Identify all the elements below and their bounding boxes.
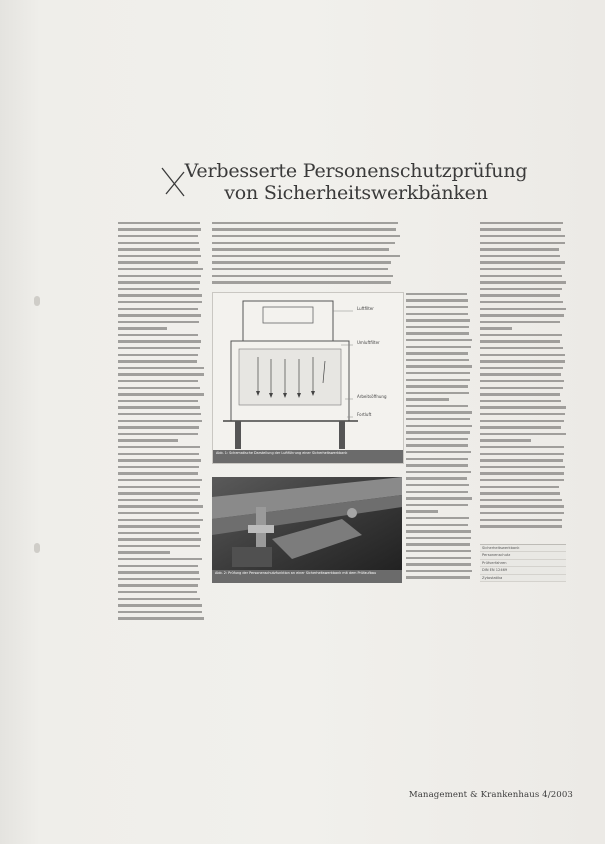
- text-line: [212, 220, 402, 227]
- text-line: [118, 609, 204, 616]
- text-column-4: [480, 220, 566, 536]
- text-line: [118, 332, 204, 339]
- text-line: [480, 484, 566, 491]
- text-line: [118, 471, 204, 478]
- text-line: [406, 370, 472, 377]
- article-title: [156, 160, 556, 204]
- text-line: [118, 490, 204, 497]
- text-line: [406, 383, 472, 390]
- text-line: [118, 457, 204, 464]
- text-line: [118, 523, 204, 530]
- text-line: [480, 504, 566, 511]
- text-line: [406, 542, 472, 549]
- text-line: [406, 462, 472, 469]
- text-line: [480, 464, 566, 471]
- text-line: [406, 443, 472, 450]
- text-line: [118, 464, 204, 471]
- text-line: [118, 345, 204, 352]
- intro-paragraph: [212, 220, 402, 288]
- text-column-1: [118, 220, 204, 625]
- text-line: [118, 233, 204, 240]
- figure-2-caption: Abb. 2: Prüfung der Personenschutzfunktion an einer Sicherheitswerkbank mit dem Prüfaufbau: [212, 570, 402, 583]
- text-line: [118, 227, 204, 234]
- text-line: [118, 299, 204, 306]
- text-line: [212, 273, 402, 280]
- label-fortluft: Fortluft: [357, 412, 372, 417]
- punch-hole: [34, 296, 40, 306]
- text-line: [406, 304, 472, 311]
- text-line: [480, 391, 566, 398]
- text-line: [118, 596, 204, 603]
- keyword-item: DIN EN 12469: [480, 567, 566, 574]
- text-line: [118, 484, 204, 491]
- text-line: [118, 576, 204, 583]
- text-line: [480, 517, 566, 524]
- text-line: [118, 246, 204, 253]
- text-line: [118, 583, 204, 590]
- text-line: [118, 378, 204, 385]
- text-line: [480, 299, 566, 306]
- text-line: [118, 266, 204, 273]
- text-line: [118, 517, 204, 524]
- footer-publication: Management & Krankenhaus 4/2003: [408, 790, 573, 800]
- text-line: [406, 449, 472, 456]
- text-line: [212, 240, 402, 247]
- text-line: [118, 418, 204, 425]
- text-line: [480, 365, 566, 372]
- text-line: [406, 416, 472, 423]
- text-line: [480, 444, 566, 451]
- text-line: [480, 293, 566, 300]
- text-line: [406, 337, 472, 344]
- text-line: [480, 227, 566, 234]
- text-line: [118, 286, 204, 293]
- text-line: [118, 391, 204, 398]
- title-line-2: von Sicherheitswerkbänken: [224, 182, 488, 204]
- text-line: [480, 233, 566, 240]
- text-line: [118, 563, 204, 570]
- text-line: [406, 291, 472, 298]
- text-line: [118, 510, 204, 517]
- text-line: [480, 352, 566, 359]
- text-line: [480, 457, 566, 464]
- text-line: [118, 569, 204, 576]
- text-line: [406, 561, 472, 568]
- text-line: [118, 543, 204, 550]
- text-line: [406, 311, 472, 318]
- text-line: [118, 372, 204, 379]
- text-line: [118, 537, 204, 544]
- text-line: [480, 273, 566, 280]
- text-line: [480, 358, 566, 365]
- text-line: [406, 298, 472, 305]
- text-line: [118, 240, 204, 247]
- text-line: [480, 279, 566, 286]
- text-line: [118, 273, 204, 280]
- text-line: [406, 502, 472, 509]
- text-line: [406, 436, 472, 443]
- text-line: [480, 372, 566, 379]
- text-line: [406, 410, 472, 417]
- text-line: [480, 411, 566, 418]
- text-line: [118, 438, 204, 445]
- text-line: [118, 556, 204, 563]
- text-line: [480, 405, 566, 412]
- figure-test-photo: [212, 477, 402, 583]
- text-line: [118, 326, 204, 333]
- text-line: [480, 220, 566, 227]
- text-line: [118, 398, 204, 405]
- text-line: [212, 233, 402, 240]
- text-line: [406, 509, 472, 516]
- text-line: [406, 429, 472, 436]
- text-line: [118, 431, 204, 438]
- text-line: [406, 476, 472, 483]
- text-line: [118, 365, 204, 372]
- text-line: [118, 253, 204, 260]
- text-line: [480, 378, 566, 385]
- text-line: [480, 385, 566, 392]
- text-line: [480, 240, 566, 247]
- label-umluftfilter: Umluftfilter: [357, 340, 380, 345]
- text-line: [480, 490, 566, 497]
- text-line: [406, 469, 472, 476]
- text-line: [118, 319, 204, 326]
- text-line: [406, 364, 472, 371]
- text-line: [212, 266, 402, 273]
- text-line: [406, 317, 472, 324]
- test-setup-photo: [212, 477, 402, 583]
- keyword-box: [480, 544, 566, 581]
- text-line: [118, 602, 204, 609]
- text-line: [480, 431, 566, 438]
- text-line: [480, 253, 566, 260]
- text-line: [118, 411, 204, 418]
- keyword-item: Personenschutz: [480, 552, 566, 559]
- keyword-item: Sicherheitswerkbank: [480, 545, 566, 552]
- text-line: [480, 510, 566, 517]
- text-line: [118, 339, 204, 346]
- text-line: [406, 397, 472, 404]
- text-line: [118, 260, 204, 267]
- text-line: [480, 345, 566, 352]
- text-line: [480, 424, 566, 431]
- text-line: [406, 522, 472, 529]
- text-line: [406, 568, 472, 575]
- text-line: [480, 260, 566, 267]
- text-line: [480, 286, 566, 293]
- text-line: [406, 357, 472, 364]
- text-line: [480, 246, 566, 253]
- text-line: [118, 405, 204, 412]
- text-line: [480, 497, 566, 504]
- text-line: [118, 358, 204, 365]
- text-line: [118, 312, 204, 319]
- text-line: [118, 352, 204, 359]
- text-line: [406, 350, 472, 357]
- label-luftfilter: Luftfilter: [357, 306, 374, 311]
- text-line: [406, 515, 472, 522]
- text-line: [118, 293, 204, 300]
- text-line: [480, 319, 566, 326]
- text-line: [406, 495, 472, 502]
- text-line: [406, 548, 472, 555]
- figure-airflow-diagram: [212, 292, 404, 464]
- text-line: [118, 424, 204, 431]
- text-line: [406, 456, 472, 463]
- text-line: [212, 253, 402, 260]
- text-line: [480, 339, 566, 346]
- text-line: [406, 555, 472, 562]
- text-line: [480, 438, 566, 445]
- text-line: [118, 220, 204, 227]
- title-line-1: Verbesserte Personenschutzprüfung: [184, 160, 528, 182]
- airflow-diagram: [213, 293, 403, 451]
- figure-1-caption: Abb. 1: Schematische Darstellung der Luftführung einer Sicherheitswerkbank: [213, 450, 403, 463]
- text-line: [406, 324, 472, 331]
- keyword-item: Zytostatika: [480, 575, 566, 582]
- keyword-item: Prüfverfahren: [480, 560, 566, 567]
- text-line: [406, 528, 472, 535]
- text-line: [480, 398, 566, 405]
- text-line: [406, 344, 472, 351]
- text-line: [118, 477, 204, 484]
- text-line: [480, 326, 566, 333]
- text-column-3: [406, 291, 472, 586]
- text-line: [118, 550, 204, 557]
- text-line: [118, 589, 204, 596]
- label-arbeitsoeffnung: Arbeitsöffnung: [357, 394, 387, 399]
- text-line: [480, 523, 566, 530]
- text-line: [406, 575, 472, 582]
- text-line: [406, 489, 472, 496]
- text-line: [480, 332, 566, 339]
- text-line: [480, 266, 566, 273]
- text-line: [406, 390, 472, 397]
- text-line: [118, 279, 204, 286]
- text-line: [212, 246, 402, 253]
- text-line: [406, 403, 472, 410]
- text-line: [480, 418, 566, 425]
- text-line: [480, 471, 566, 478]
- text-line: [480, 306, 566, 313]
- text-line: [480, 312, 566, 319]
- punch-hole: [34, 543, 40, 553]
- text-line: [118, 497, 204, 504]
- text-line: [212, 279, 402, 286]
- text-line: [118, 451, 204, 458]
- text-line: [118, 444, 204, 451]
- text-line: [118, 616, 204, 623]
- text-line: [118, 504, 204, 511]
- text-line: [406, 423, 472, 430]
- text-line: [480, 477, 566, 484]
- text-line: [118, 385, 204, 392]
- text-line: [406, 482, 472, 489]
- text-line: [212, 260, 402, 267]
- text-line: [212, 227, 402, 234]
- text-line: [480, 451, 566, 458]
- text-line: [406, 535, 472, 542]
- text-line: [118, 530, 204, 537]
- text-line: [406, 377, 472, 384]
- text-line: [406, 331, 472, 338]
- text-line: [118, 306, 204, 313]
